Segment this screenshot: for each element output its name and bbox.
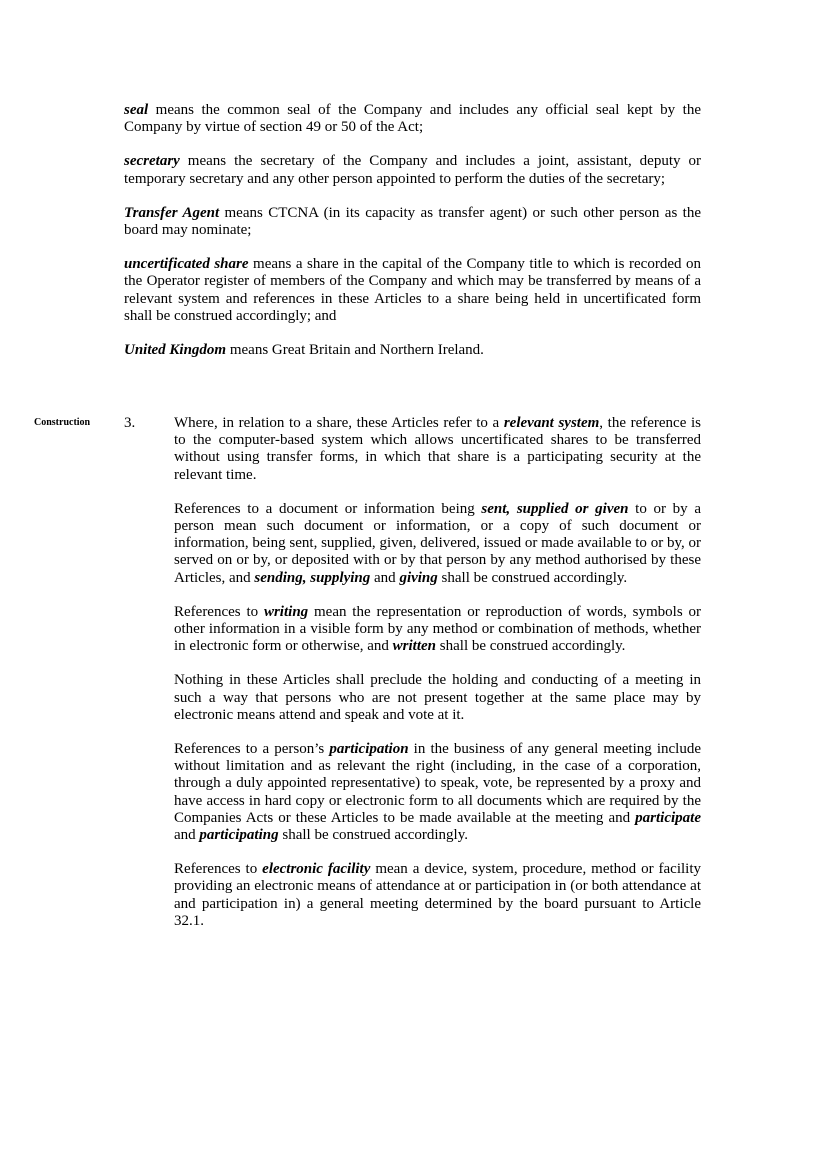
clause-paragraph-3 bbox=[174, 604, 701, 656]
defined-term: secretary bbox=[124, 153, 180, 170]
defined-term: giving bbox=[399, 569, 438, 586]
defined-term: uncertificated share bbox=[124, 256, 249, 273]
paragraph-text: shall be construed accordingly. bbox=[436, 638, 626, 655]
defined-term: sent, supplied or given bbox=[481, 500, 629, 517]
definition-text: means Great Britain and Northern Ireland. bbox=[226, 342, 484, 359]
definition-text: means CTCNA (in its capacity as transfer agent) or such other person as the board may nominate; bbox=[124, 204, 702, 239]
clause-paragraph-2 bbox=[174, 501, 701, 587]
paragraph-text: References to a document or information being bbox=[174, 500, 482, 517]
paragraph-text: shall be construed accordingly. bbox=[278, 827, 468, 844]
defined-term: relevant system bbox=[503, 415, 600, 431]
defined-term: Transfer Agent bbox=[124, 204, 220, 221]
side-heading: Construction bbox=[34, 417, 91, 428]
paragraph-text: mean the representation or reproduction of words, symbols or other information in a visible form by any method or combination of methods, whether in electronic form or otherwise, and bbox=[174, 603, 701, 655]
defined-term: writing bbox=[263, 603, 309, 620]
paragraph-text: Nothing in these Articles shall preclude the holding and conducting of a meeting in such a way that persons who are not present together at the same place may by electronic means attend and speak and vote at it. bbox=[174, 672, 701, 723]
definition-seal bbox=[124, 102, 701, 136]
clause-body bbox=[174, 415, 701, 947]
definition-uncertificated-share bbox=[124, 256, 701, 325]
defined-term: written bbox=[392, 638, 437, 655]
defined-term: participation bbox=[329, 741, 409, 758]
defined-term: United Kingdom bbox=[124, 342, 227, 359]
defined-term: sending, supplying bbox=[254, 569, 371, 586]
definition-text: means the secretary of the Company and includes a joint, assistant, deputy or temporary secretary and any other person appointed to perform the duties of the secretary; bbox=[124, 153, 701, 187]
clause-paragraph-5 bbox=[174, 741, 701, 844]
defined-term: electronic facility bbox=[262, 861, 371, 878]
clause-paragraph-6 bbox=[174, 861, 701, 930]
defined-term: seal bbox=[124, 102, 149, 118]
definition-text: means the common seal of the Company and includes any official seal kept by the Company by virtue of section 49 or 50 of the Act; bbox=[124, 102, 701, 136]
definition-text: means a share in the capital of the Company title to which is recorded on the Operator register of members of the Company and which may be transferred by means of a relevant system and references in these Articles to a share being held in uncertificated form shall be construed accordingly; and bbox=[124, 256, 701, 324]
clause-paragraph-1 bbox=[174, 415, 701, 484]
paragraph-text: shall be construed accordingly. bbox=[437, 569, 628, 586]
definition-united-kingdom bbox=[124, 342, 701, 359]
clause-paragraph-4 bbox=[174, 672, 701, 724]
paragraph-text: Where, in relation to a share, these Articles refer to a bbox=[174, 415, 504, 431]
paragraph-text: in the business of any general meeting include without limitation and as relevant the right (including, in the case of a corporation, through a duly appointed representative) to speak, vote, be represented by a proxy and have access in hard copy or electronic form to all documents which are required by the Companies Acts or these Articles to be made available at the meeting and bbox=[174, 741, 701, 826]
definition-secretary bbox=[124, 153, 701, 187]
paragraph-text: and bbox=[370, 569, 400, 586]
paragraph-text: References to a person’s bbox=[174, 741, 330, 758]
paragraph-text: to or by a person mean such document or information, or a copy of such document or information, being sent, supplied, given, delivered, issued or made available to or by, or served on or by, or deposited with or by that person by any method authorised by these Articles, and bbox=[174, 500, 701, 586]
paragraph-text: References to bbox=[174, 861, 263, 878]
definition-transfer-agent bbox=[124, 205, 701, 239]
paragraph-text: , the reference is to the computer-based system which allows uncertificated shares to be transferred without using transfer forms, in which that share is a participating security at the relevant time. bbox=[174, 415, 701, 483]
paragraph-text: and bbox=[174, 827, 200, 844]
definitions-list bbox=[124, 102, 701, 376]
clause-number: 3. bbox=[124, 415, 136, 431]
paragraph-text: mean a device, system, procedure, method or facility providing an electronic means of attendance at or participation in (or both attendance at and participation in) a general meeting determined by the board pursuant to Article 32.1. bbox=[174, 861, 701, 929]
defined-term: participate bbox=[635, 809, 701, 826]
defined-term: participating bbox=[199, 827, 279, 844]
paragraph-text: References to bbox=[174, 603, 264, 620]
